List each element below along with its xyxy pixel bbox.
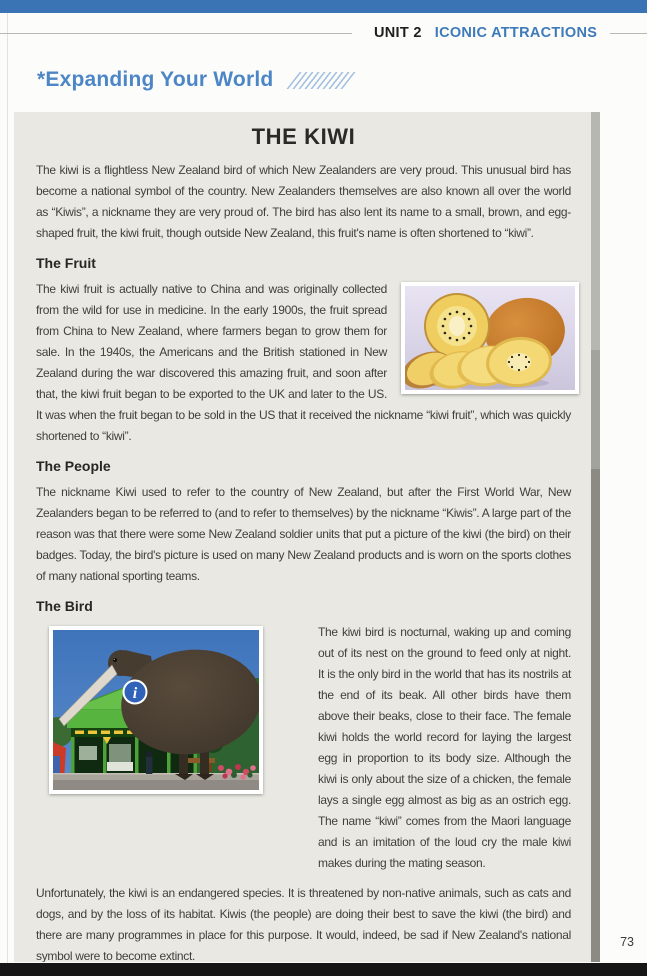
bottom-edge-bar: [0, 963, 647, 976]
section-heading-fruit: The Fruit: [36, 255, 96, 271]
fruit-paragraph: The kiwi fruit is actually native to China and was originally collected from the wild for use in medicine. In the early 1900s, the fruit spread from China to New Zealand, where farmers began to grow them for sale. In the 1940s, the Americans and the British stationed in New Zealand during the war discovered this amazing fruit, and soon after that, the kiwi fruit began to be exported to the UK and later to the US. It was when the fruit began to be sold in the US that it received the nickname “kiwi fruit”, which was quickly shortened to “kiwi”.: [36, 282, 571, 443]
unit-header: [0, 25, 647, 41]
bird-section: [14, 622, 571, 874]
info-icon: i: [132, 685, 138, 702]
article-box: [14, 112, 600, 962]
box-shadow-edge: [591, 112, 600, 962]
unit-number: UNIT 2: [374, 25, 422, 41]
section-heading-people: The People: [36, 458, 111, 474]
unit-title: ICONIC ATTRACTIONS: [434, 25, 598, 41]
article-title: THE KIWI: [251, 124, 356, 149]
kiwi-fruit-photo: [401, 282, 579, 394]
kiwi-fruit-illustration: [405, 286, 575, 390]
hatch-decoration: [287, 72, 356, 89]
fruit-section: [36, 279, 571, 447]
page-number: 73: [620, 935, 634, 949]
info-sign: [124, 681, 147, 704]
people-paragraph: The nickname Kiwi used to refer to the country of New Zealand, but after the First World War, New Zealanders began to be referred to (and to refer to themselves) by the nickname “Kiwis”. A large part of the reason was that there were some New Zealand soldier units that put a picture of the kiwi (the bird) on their badges. Today, the bird's picture is used on many New Zealand products and is worn on the sports clothes of many national sporting teams.: [36, 485, 571, 583]
intro-paragraph: The kiwi is a flightless New Zealand bird of which New Zealanders are very proud. This unusual bird has become a national symbol of the country. New Zealanders themselves are also known all over the world as “Kiwis”, a nickname they are very proud of. The bird has also lent its name to a small, brown, and egg-shaped fruit, the kiwi fruit, though outside New Zealand, this fruit's name is often shortened to “kiwi”.: [36, 163, 571, 240]
kiwi-bird-photo: [49, 626, 263, 794]
header-rule-right: [610, 33, 647, 34]
bird-paragraph: The kiwi bird is nocturnal, waking up and coming out of its nest on the ground to feed only at night. It is the only bird in the world that has its nostrils at the end of its beak. All other birds have them above their beaks, close to their face. The female kiwi holds the world record for laying the largest egg in proportion to its body size. Although the kiwi is only about the size of a chicken, the female lays a single egg almost as big as an ostrich egg. The name “kiwi” comes from the Maori language and is an imitation of the loud cry the male kiwi makes during the mating season.: [318, 625, 571, 870]
closing-paragraph: Unfortunately, the kiwi is an endangered species. It is threatened by non-native animals, such as cats and dogs, and by the loss of its habitat. Kiwis (the people) are doing their best to save the kiwi (the bird) and there are many programmes in place for this purpose. It would, indeed, be sad if New Zealand's national symbol were to become extinct.: [36, 886, 571, 962]
header-rule-left: [0, 33, 352, 34]
top-accent-bar: [0, 0, 647, 13]
kiwi-statue-illustration: [53, 630, 259, 790]
section-heading-bird: The Bird: [36, 598, 93, 614]
person-figure: [146, 751, 153, 774]
page-title: *Expanding Your World: [37, 68, 274, 91]
scan-edge-line: [7, 13, 8, 963]
page-heading-row: [37, 68, 349, 92]
